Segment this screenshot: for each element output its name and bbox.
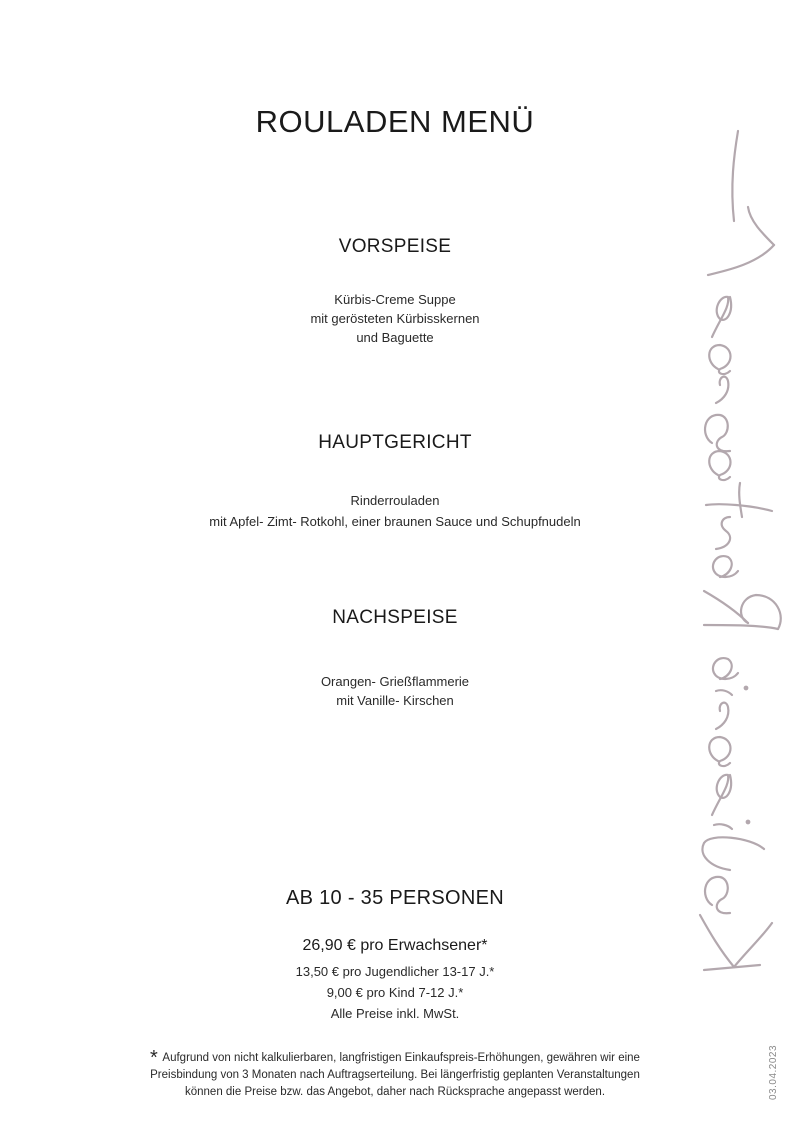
description-line: Orangen- Grießflammerie (320, 674, 470, 689)
description-line: mit gerösteten Kürbisskernen (310, 311, 480, 326)
section-description-nachspeise (0, 672, 790, 710)
description-line: Kürbis-Creme Suppe (334, 292, 456, 307)
child-price: 9,00 € pro Kind 7-12 J.* (326, 985, 464, 1000)
description-line: Rinderrouladen (350, 493, 440, 508)
youth-price: 13,50 € pro Jugendlicher 13-17 J.* (295, 964, 495, 979)
section-description-vorspeise (0, 290, 790, 347)
description-line: und Baguette (356, 330, 434, 345)
footnote-line-1: * Aufgrund von nicht kalkulierbaren, langfristigen Einkaufspreis-Erhöhungen, gewähren wir eine (150, 1047, 640, 1069)
section-heading-vorspeise: VORSPEISE (338, 236, 452, 257)
adult-price: 26,90 € pro Erwachsener* (302, 937, 488, 954)
kulinarie-restaurant-logo (690, 125, 790, 975)
description-line: mit Apfel- Zimt- Rotkohl, einer braunen Sauce und Schupfnudeln (209, 514, 581, 529)
footnote-star: * (150, 1047, 158, 1069)
footnote (110, 1047, 680, 1101)
page-title: ROULADEN MENÜ (255, 104, 535, 139)
footnote-line-2: Preisbindung von 3 Monaten nach Auftragserteilung. Bei längerfristig geplanten Veranstaltungen (150, 1069, 640, 1081)
date-stamp: 03.04.2023 (768, 1044, 779, 1100)
section-heading-nachspeise: NACHSPEISE (332, 607, 458, 628)
persons-heading: AB 10 - 35 PERSONEN (285, 887, 504, 909)
section-description-hauptgericht (0, 490, 790, 532)
vat-note: Alle Preise inkl. MwSt. (330, 1006, 460, 1021)
section-heading-hauptgericht: HAUPTGERICHT (318, 432, 472, 453)
price-list (0, 961, 790, 1024)
footnote-line-3: können die Preise bzw. das Angebot, daher nach Rücksprache angepasst werden. (184, 1086, 606, 1098)
description-line: mit Vanille- Kirschen (336, 693, 454, 708)
